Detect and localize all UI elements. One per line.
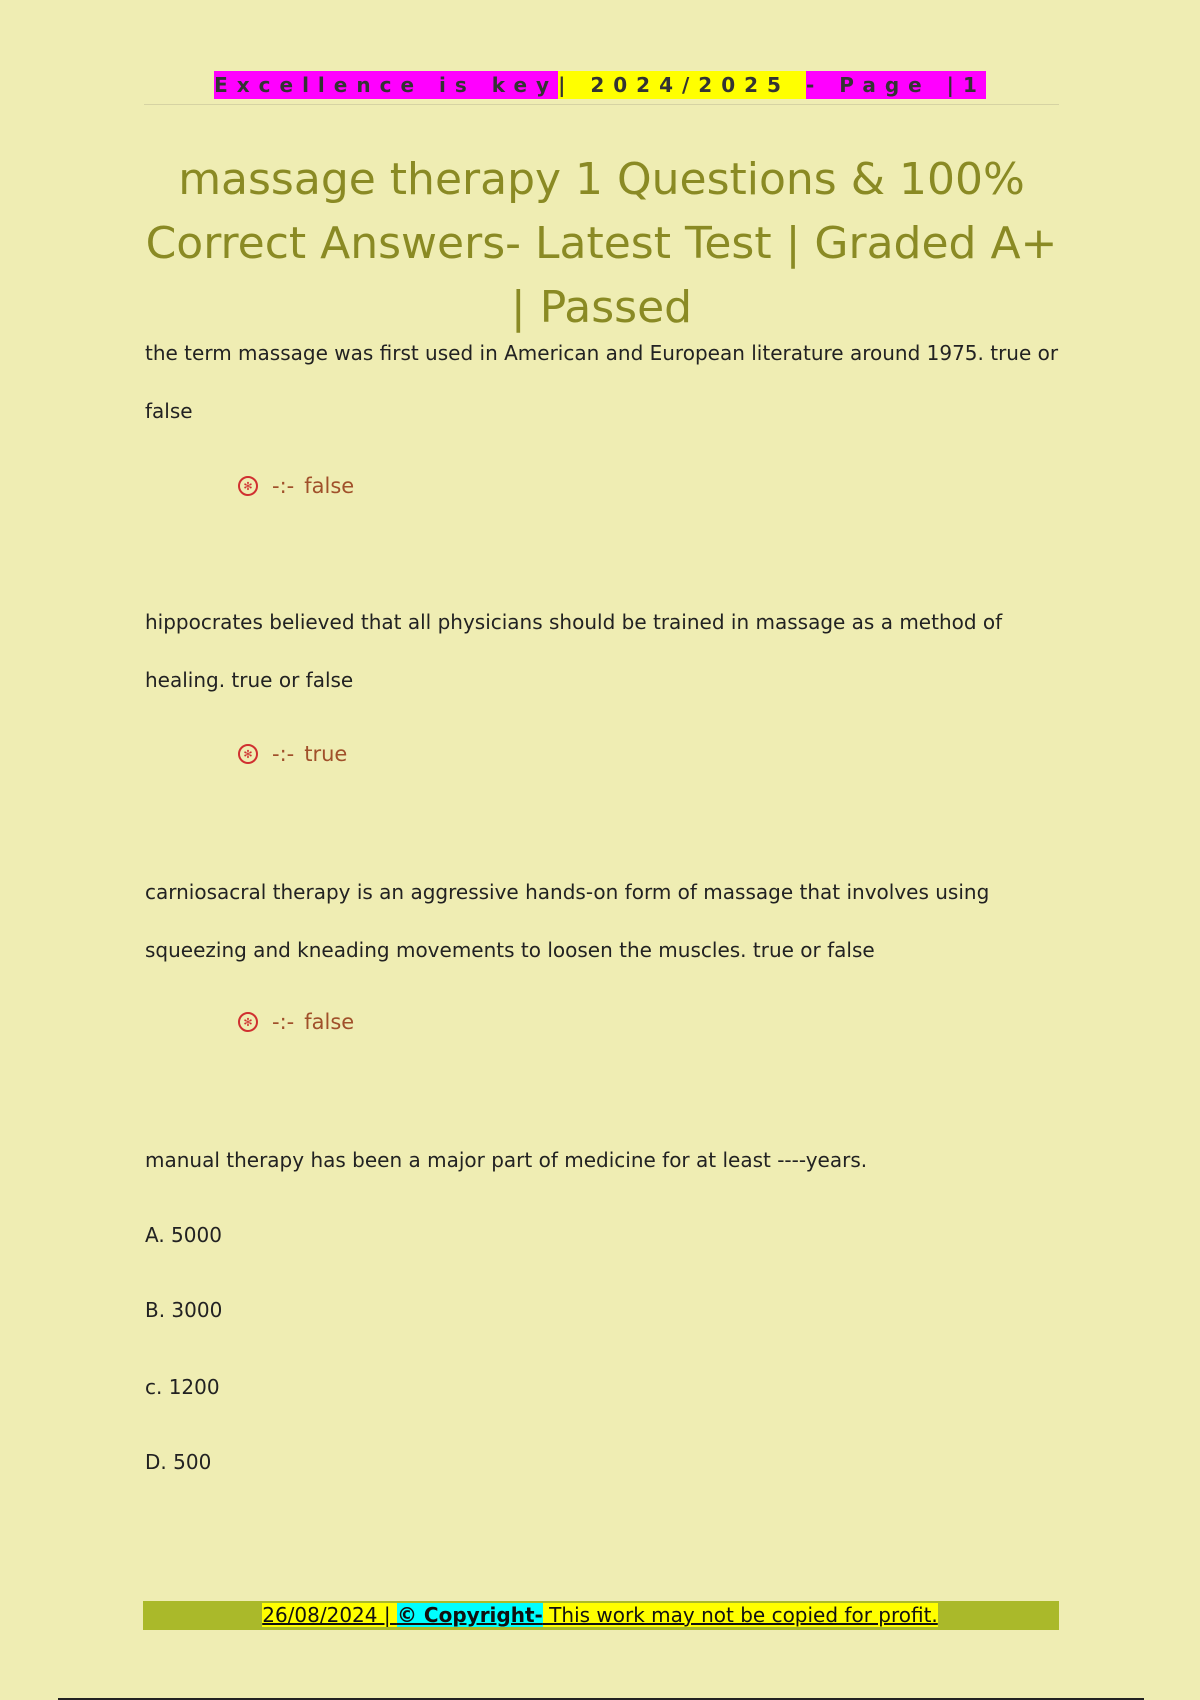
answer-prefix: -:- [272, 742, 295, 766]
footer-message: This work may not be copied for profit. [542, 1603, 938, 1627]
page-footer [0, 1601, 1200, 1630]
header-tagline: Excellence is key [214, 73, 559, 97]
question-1: the term massage was first used in American and European literature around 1975. true or false [145, 341, 1059, 423]
option-d: D. 500 [145, 1450, 212, 1474]
header-divider [144, 104, 1059, 105]
footer-copyright: © Copyright- [396, 1603, 543, 1627]
answer-text: false [304, 474, 355, 498]
answer-marker-icon: ✻ [238, 476, 258, 496]
answer-marker-icon: ✻ [238, 744, 258, 764]
option-c: c. 1200 [145, 1375, 220, 1399]
answer-3 [238, 1010, 354, 1034]
answer-2 [238, 742, 347, 766]
answer-text: true [304, 742, 348, 766]
header-year: | 2024/2025 [558, 73, 806, 97]
option-a: A. 5000 [145, 1223, 222, 1247]
question-3: carniosacral therapy is an aggressive hands-on form of massage that involves using squeezing and kneading movements to loosen the muscles. true or false [145, 880, 990, 962]
answer-text: false [304, 1010, 355, 1034]
answer-marker-icon: ✻ [238, 1012, 258, 1032]
footer-date: 26/08/2024 | [262, 1603, 397, 1627]
answer-prefix: -:- [272, 1010, 295, 1034]
answer-prefix: -:- [272, 474, 295, 498]
question-4: manual therapy has been a major part of medicine for at least ----years. [145, 1148, 868, 1172]
question-2: hippocrates believed that all physicians should be trained in massage as a method of healing. true or false [145, 610, 1003, 692]
answer-1 [238, 474, 354, 498]
header-page-number: - Page |1 [805, 73, 986, 97]
option-b: B. 3000 [145, 1298, 223, 1322]
document-title: massage therapy 1 Questions & 100% Correct Answers- Latest Test | Graded A+ | Passed [145, 154, 1058, 333]
page-header [0, 70, 1200, 101]
